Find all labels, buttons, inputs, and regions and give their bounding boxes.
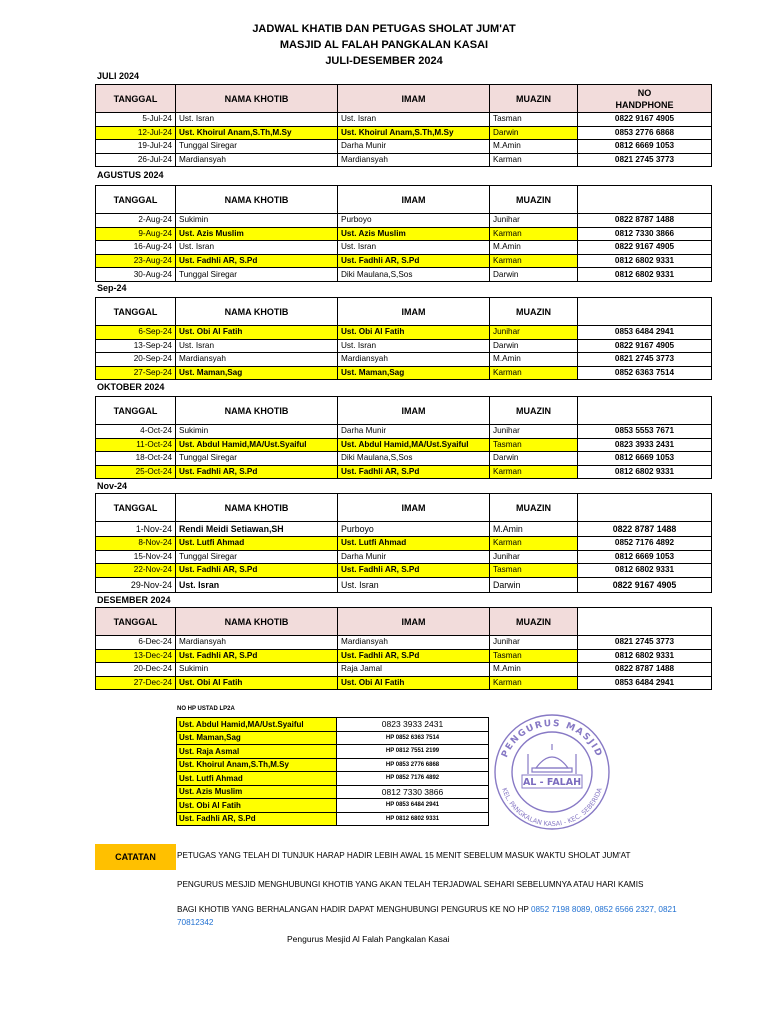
muazin-cell: Karman (490, 227, 578, 241)
muazin-cell: Junihar (490, 550, 578, 564)
khotib-cell: Sukimin (176, 214, 338, 228)
col-tanggal-header: TANGGAL (96, 85, 176, 113)
date-cell: 11-Oct-24 (96, 438, 176, 452)
col-muazin-header: MUAZIN (490, 298, 578, 326)
muazin-cell: Darwin (490, 268, 578, 282)
muazin-cell: Darwin (490, 126, 578, 140)
khotib-cell: Tunggal Siregar (176, 452, 338, 466)
imam-cell: Ust. Azis Muslim (338, 227, 490, 241)
contact-name: Ust. Fadhli AR, S.Pd (177, 812, 337, 826)
schedule-row (96, 663, 712, 677)
contact-row (177, 785, 489, 799)
imam-cell: Darha Munir (338, 425, 490, 439)
muazin-cell: Tasman (490, 649, 578, 663)
imam-cell: Diki Maulana,S,Sos (338, 452, 490, 466)
imam-cell: Diki Maulana,S,Sos (338, 268, 490, 282)
khotib-cell: Ust. Isran (176, 339, 338, 353)
contact-phone: 0812 7330 3866 (337, 785, 489, 799)
schedule-row (96, 227, 712, 241)
schedule-row (96, 113, 712, 127)
imam-cell: Mardiansyah (338, 153, 490, 167)
date-cell: 13-Sep-24 (96, 339, 176, 353)
col-khotib-header: NAMA KHOTIB (176, 397, 338, 425)
schedule-row (96, 465, 712, 479)
imam-cell: Ust. Isran (338, 577, 490, 592)
khotib-cell: Ust. Fadhli AR, S.Pd (176, 465, 338, 479)
schedule-table (95, 84, 712, 167)
col-tanggal-header: TANGGAL (96, 186, 176, 214)
mosque-icon (528, 744, 576, 774)
col-phone-header (578, 608, 712, 636)
phone-cell: 0821 2745 3773 (578, 353, 712, 367)
col-imam-header: IMAM (338, 608, 490, 636)
schedule-row (96, 636, 712, 650)
khotib-cell: Rendi Meidi Setiawan,SH (176, 522, 338, 537)
month-label: Sep-24 (97, 283, 127, 293)
contact-name: Ust. Obi Al Fatih (177, 799, 337, 813)
phone-cell: 0853 6484 2941 (578, 676, 712, 690)
contact-row (177, 731, 489, 745)
date-cell: 6-Sep-24 (96, 326, 176, 340)
stamp-bottom-text: KEL. PANGKALAN KASAI - KEC. SEBERIDA (500, 786, 604, 829)
date-cell: 25-Oct-24 (96, 465, 176, 479)
col-phone-header (578, 298, 712, 326)
imam-cell: Ust. Fadhli AR, S.Pd (338, 649, 490, 663)
schedule-row (96, 254, 712, 268)
phone-cell: 0812 6802 9331 (578, 254, 712, 268)
contacts-title: NO HP USTAD LP2A (177, 706, 235, 712)
phone-cell: 0852 6363 7514 (578, 366, 712, 380)
schedule-row (96, 550, 712, 564)
imam-cell: Ust. Maman,Sag (338, 366, 490, 380)
muazin-cell: Junihar (490, 425, 578, 439)
date-cell: 16-Aug-24 (96, 241, 176, 255)
phone-cell: 0822 8787 1488 (578, 663, 712, 677)
contact-phone: 0823 3933 2431 (337, 718, 489, 732)
contact-row (177, 812, 489, 826)
month-label: OKTOBER 2024 (97, 382, 165, 392)
muazin-cell: Karman (490, 153, 578, 167)
col-khotib-header: NAMA KHOTIB (176, 608, 338, 636)
date-cell: 26-Jul-24 (96, 153, 176, 167)
phone-cell: 0822 8787 1488 (578, 214, 712, 228)
imam-cell: Raja Jamal (338, 663, 490, 677)
muazin-cell: M.Amin (490, 353, 578, 367)
col-phone-header (578, 186, 712, 214)
col-imam-header: IMAM (338, 85, 490, 113)
imam-cell: Darha Munir (338, 140, 490, 154)
date-cell: 15-Nov-24 (96, 550, 176, 564)
col-phone-header (578, 397, 712, 425)
imam-cell: Ust. Fadhli AR, S.Pd (338, 465, 490, 479)
col-tanggal-header: TANGGAL (96, 494, 176, 522)
date-cell: 19-Jul-24 (96, 140, 176, 154)
phone-cell: 0812 6669 1053 (578, 140, 712, 154)
phone-cell: 0822 9167 4905 (578, 241, 712, 255)
col-imam-header: IMAM (338, 186, 490, 214)
khotib-cell: Ust. Fadhli AR, S.Pd (176, 564, 338, 578)
date-cell: 27-Dec-24 (96, 676, 176, 690)
date-cell: 30-Aug-24 (96, 268, 176, 282)
date-cell: 12-Jul-24 (96, 126, 176, 140)
col-phone-header (578, 494, 712, 522)
date-cell: 20-Sep-24 (96, 353, 176, 367)
contact-phone: HP 0853 6484 2941 (337, 799, 489, 813)
imam-cell: Ust. Obi Al Fatih (338, 326, 490, 340)
schedule-row (96, 676, 712, 690)
muazin-cell: Karman (490, 465, 578, 479)
phone-cell: 0812 6669 1053 (578, 550, 712, 564)
col-khotib-header: NAMA KHOTIB (176, 298, 338, 326)
contact-phone: HP 0852 6363 7514 (337, 731, 489, 745)
contact-name: Ust. Abdul Hamid,MA/Ust.Syaiful (177, 718, 337, 732)
schedule-row (96, 153, 712, 167)
khotib-cell: Ust. Azis Muslim (176, 227, 338, 241)
date-cell: 18-Oct-24 (96, 452, 176, 466)
contact-phone: HP 0852 7176 4892 (337, 772, 489, 786)
col-muazin-header: MUAZIN (490, 85, 578, 113)
month-label: DESEMBER 2024 (97, 595, 171, 605)
stamp-top-text: PENGURUS MASJID (500, 718, 604, 760)
date-cell: 9-Aug-24 (96, 227, 176, 241)
date-cell: 6-Dec-24 (96, 636, 176, 650)
svg-text:KEL. PANGKALAN KASAI - KEC. SE (500, 786, 604, 828)
date-cell: 1-Nov-24 (96, 522, 176, 537)
col-muazin-header: MUAZIN (490, 608, 578, 636)
schedule-row (96, 140, 712, 154)
imam-cell: Ust. Fadhli AR, S.Pd (338, 564, 490, 578)
phone-header-line-1: NO (637, 87, 652, 98)
phone-cell: 0812 7330 3866 (578, 227, 712, 241)
schedule-row (96, 366, 712, 380)
signature: Pengurus Mesjid Al Falah Pangkalan Kasai (287, 934, 450, 944)
col-muazin-header: MUAZIN (490, 397, 578, 425)
contact-name: Ust. Lutfi Ahmad (177, 772, 337, 786)
muazin-cell: M.Amin (490, 663, 578, 677)
imam-cell: Ust. Khoirul Anam,S.Th,M.Sy (338, 126, 490, 140)
imam-cell: Ust. Isran (338, 241, 490, 255)
contact-phone: HP 0812 6802 9331 (337, 812, 489, 826)
note-3-text: BAGI KHOTIB YANG BERHALANGAN HADIR DAPAT MENGHUBUNGI PENGURUS KE NO HP (177, 905, 531, 914)
date-cell: 27-Sep-24 (96, 366, 176, 380)
schedule-row (96, 438, 712, 452)
col-imam-header: IMAM (338, 397, 490, 425)
schedule-row (96, 452, 712, 466)
date-cell: 8-Nov-24 (96, 537, 176, 551)
khotib-cell: Ust. Obi Al Fatih (176, 326, 338, 340)
date-cell: 22-Nov-24 (96, 564, 176, 578)
muazin-cell: Darwin (490, 577, 578, 592)
phone-cell: 0812 6802 9331 (578, 268, 712, 282)
phone-cell: 0822 9167 4905 (578, 339, 712, 353)
title-line-2: MASJID AL FALAH PANGKALAN KASAI (279, 39, 489, 51)
date-cell: 2-Aug-24 (96, 214, 176, 228)
khotib-cell: Mardiansyah (176, 153, 338, 167)
khotib-cell: Ust. Fadhli AR, S.Pd (176, 254, 338, 268)
note-1: PETUGAS YANG TELAH DI TUNJUK HARAP HADIR LEBIH AWAL 15 MENIT SEBELUM MASUK WAKTU SHOLAT JUM'AT (177, 851, 631, 860)
col-imam-header: IMAM (338, 494, 490, 522)
schedule-row (96, 241, 712, 255)
muazin-cell: Tasman (490, 564, 578, 578)
khotib-cell: Tunggal Siregar (176, 268, 338, 282)
contact-name: Ust. Azis Muslim (177, 785, 337, 799)
schedule-table (95, 493, 712, 593)
khotib-cell: Tunggal Siregar (176, 550, 338, 564)
col-muazin-header: MUAZIN (490, 494, 578, 522)
khotib-cell: Mardiansyah (176, 636, 338, 650)
phone-cell: 0812 6802 9331 (578, 649, 712, 663)
col-khotib-header: NAMA KHOTIB (176, 494, 338, 522)
contact-phone: HP 0812 7551 2199 (337, 745, 489, 759)
col-phone-header (578, 85, 712, 113)
title-line-3: JULI-DESEMBER 2024 (325, 55, 443, 67)
date-cell: 20-Dec-24 (96, 663, 176, 677)
phone-cell: 0821 2745 3773 (578, 153, 712, 167)
schedule-row (96, 214, 712, 228)
imam-cell: Ust. Isran (338, 339, 490, 353)
phone-cell: 0853 6484 2941 (578, 326, 712, 340)
khotib-cell: Tunggal Siregar (176, 140, 338, 154)
schedule-row (96, 564, 712, 578)
schedule-row (96, 353, 712, 367)
schedule-table (95, 607, 712, 690)
phone-cell: 0822 9167 4905 (578, 577, 712, 592)
col-khotib-header: NAMA KHOTIB (176, 85, 338, 113)
khotib-cell: Mardiansyah (176, 353, 338, 367)
schedule-table (95, 185, 712, 282)
contact-row (177, 758, 489, 772)
col-khotib-header: NAMA KHOTIB (176, 186, 338, 214)
muazin-cell: Karman (490, 366, 578, 380)
schedule-row (96, 577, 712, 592)
imam-cell: Mardiansyah (338, 636, 490, 650)
title-line-1: JADWAL KHATIB DAN PETUGAS SHOLAT JUM'AT (252, 23, 516, 35)
month-label: AGUSTUS 2024 (97, 170, 164, 180)
muazin-cell: Darwin (490, 452, 578, 466)
muazin-cell: Tasman (490, 113, 578, 127)
muazin-cell: Junihar (490, 326, 578, 340)
khotib-cell: Ust. Obi Al Fatih (176, 676, 338, 690)
contact-row (177, 718, 489, 732)
schedule-row (96, 425, 712, 439)
schedule-row (96, 537, 712, 551)
schedule-row (96, 268, 712, 282)
col-tanggal-header: TANGGAL (96, 608, 176, 636)
phone-cell: 0822 9167 4905 (578, 113, 712, 127)
col-muazin-header: MUAZIN (490, 186, 578, 214)
col-tanggal-header: TANGGAL (96, 298, 176, 326)
muazin-cell: Karman (490, 254, 578, 268)
date-cell: 29-Nov-24 (96, 577, 176, 592)
date-cell: 23-Aug-24 (96, 254, 176, 268)
date-cell: 4-Oct-24 (96, 425, 176, 439)
phone-cell: 0812 6802 9331 (578, 564, 712, 578)
muazin-cell: M.Amin (490, 241, 578, 255)
phone-cell: 0823 3933 2431 (578, 438, 712, 452)
phone-header-line-2: HANDPHONE (615, 99, 674, 110)
note-3 (177, 903, 712, 929)
contact-row (177, 745, 489, 759)
phone-cell: 0853 2776 6868 (578, 126, 712, 140)
schedule-row (96, 126, 712, 140)
contact-phone: HP 0853 2776 6868 (337, 758, 489, 772)
khotib-cell: Ust. Isran (176, 113, 338, 127)
muazin-cell: Darwin (490, 339, 578, 353)
phone-cell: 0852 7176 4892 (578, 537, 712, 551)
muazin-cell: Karman (490, 676, 578, 690)
date-cell: 5-Jul-24 (96, 113, 176, 127)
imam-cell: Ust. Isran (338, 113, 490, 127)
stamp-center-text: AL - FALAH (522, 777, 582, 788)
contacts-table (176, 717, 489, 826)
month-label: JULI 2024 (97, 71, 140, 81)
phone-cell: 0812 6669 1053 (578, 452, 712, 466)
month-label: Nov-24 (97, 481, 128, 491)
khotib-cell: Ust. Fadhli AR, S.Pd (176, 649, 338, 663)
schedule-table (95, 297, 712, 380)
khotib-cell: Ust. Maman,Sag (176, 366, 338, 380)
phone-cell: 0812 6802 9331 (578, 465, 712, 479)
catatan-label: CATATAN (95, 844, 176, 870)
mosque-stamp (488, 712, 616, 832)
col-imam-header: IMAM (338, 298, 490, 326)
khotib-cell: Sukimin (176, 663, 338, 677)
muazin-cell: Karman (490, 537, 578, 551)
khotib-cell: Ust. Khoirul Anam,S.Th,M.Sy (176, 126, 338, 140)
contact-row (177, 799, 489, 813)
imam-cell: Ust. Lutfi Ahmad (338, 537, 490, 551)
imam-cell: Ust. Abdul Hamid,MA/Ust.Syaiful (338, 438, 490, 452)
contact-name: Ust. Maman,Sag (177, 731, 337, 745)
muazin-cell: Tasman (490, 438, 578, 452)
muazin-cell: M.Amin (490, 140, 578, 154)
phone-cell: 0853 5553 7671 (578, 425, 712, 439)
imam-cell: Ust. Fadhli AR, S.Pd (338, 254, 490, 268)
muazin-cell: M.Amin (490, 522, 578, 537)
date-cell: 13-Dec-24 (96, 649, 176, 663)
imam-cell: Darha Munir (338, 550, 490, 564)
imam-cell: Purboyo (338, 214, 490, 228)
imam-cell: Purboyo (338, 522, 490, 537)
col-tanggal-header: TANGGAL (96, 397, 176, 425)
schedule-row (96, 649, 712, 663)
schedule-row (96, 522, 712, 537)
svg-text:PENGURUS MASJID (500, 719, 604, 759)
contact-row (177, 772, 489, 786)
contact-name: Ust. Raja Asmal (177, 745, 337, 759)
imam-cell: Ust. Obi Al Fatih (338, 676, 490, 690)
khotib-cell: Ust. Isran (176, 241, 338, 255)
schedule-row (96, 326, 712, 340)
note-2: PENGURUS MESJID MENGHUBUNGI KHOTIB YANG AKAN TELAH TERJADWAL SEHARI SEBELUMNYA ATAU HARI KAMIS (177, 880, 644, 889)
khotib-cell: Ust. Isran (176, 577, 338, 592)
note-3-phones: 0852 7198 8089, 0852 6566 2327, 0821 70812342 (177, 905, 677, 927)
khotib-cell: Ust. Lutfi Ahmad (176, 537, 338, 551)
khotib-cell: Sukimin (176, 425, 338, 439)
phone-cell: 0821 2745 3773 (578, 636, 712, 650)
schedule-row (96, 339, 712, 353)
muazin-cell: Junihar (490, 636, 578, 650)
contact-name: Ust. Khoirul Anam,S.Th,M.Sy (177, 758, 337, 772)
phone-cell: 0822 8787 1488 (578, 522, 712, 537)
imam-cell: Mardiansyah (338, 353, 490, 367)
khotib-cell: Ust. Abdul Hamid,MA/Ust.Syaiful (176, 438, 338, 452)
schedule-table (95, 396, 712, 479)
muazin-cell: Junihar (490, 214, 578, 228)
